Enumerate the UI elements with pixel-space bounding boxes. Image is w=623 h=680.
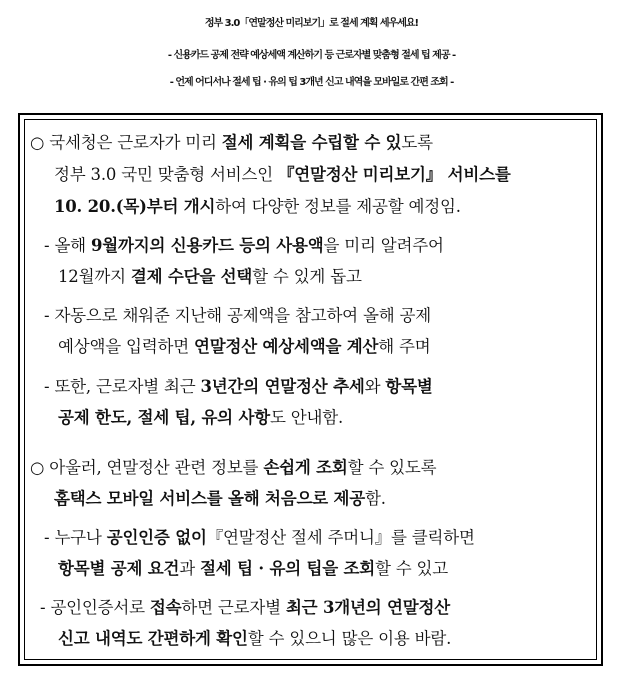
text-bold: 공제 한도, 절세 팁, 유의 사항 bbox=[58, 408, 270, 427]
bullet-circle: ○ bbox=[30, 458, 45, 477]
text: 을 미리 알려주어 bbox=[323, 236, 444, 255]
bullet-dash: - bbox=[44, 528, 50, 547]
text-bold: 접속 bbox=[149, 598, 182, 617]
header bbox=[0, 0, 623, 96]
text: 예상액을 입력하면 bbox=[58, 337, 195, 356]
p2-line-1 bbox=[30, 454, 436, 478]
text-bold: 홈택스 모바일 서비스를 올해 처음으로 제공 bbox=[54, 489, 366, 508]
text: 하면 근로자별 bbox=[181, 598, 286, 617]
text: 할 수 있도록 bbox=[347, 458, 437, 477]
text-bold: 10. 20.(목)부터 개시 bbox=[54, 197, 216, 216]
p2-s2-line-2 bbox=[58, 625, 451, 649]
text: 하여 다양한 정보를 제공할 예정임. bbox=[215, 197, 461, 216]
p1-line-1 bbox=[30, 129, 433, 153]
text: 12월까지 bbox=[58, 267, 131, 286]
bullet-dash: - bbox=[44, 306, 50, 325]
text-bold: 절세 계획을 수립할 수 있 bbox=[221, 133, 402, 152]
text: 누구나 bbox=[54, 528, 107, 547]
bullet-dash: - bbox=[40, 598, 46, 617]
text-bold: 공인인증 없이 bbox=[106, 528, 207, 547]
text: 도 안내함. bbox=[269, 408, 343, 427]
p1-s3-line-2 bbox=[58, 404, 343, 428]
text-bold: 절세 팁 · 유의 팁을 조회 bbox=[200, 559, 375, 578]
text: 정부 3.0 국민 맞춤형 서비스인 bbox=[54, 165, 278, 184]
text-bold: 항목별 공제 요건 bbox=[58, 559, 180, 578]
content-box bbox=[18, 113, 603, 666]
text-bold: 항목별 bbox=[385, 377, 433, 396]
p1-s2-line-2 bbox=[58, 333, 431, 357]
bullet-dash: - bbox=[44, 236, 50, 255]
text-bold: 『연말정산 미리보기』 서비스를 bbox=[278, 165, 511, 184]
text: 할 수 있게 돕고 bbox=[252, 267, 362, 286]
text: 할 수 있으니 많은 이용 바람. bbox=[247, 629, 452, 648]
p1-s3-line-1 bbox=[44, 373, 433, 397]
text: 공인인증서로 bbox=[50, 598, 150, 617]
text: 아울러, 연말정산 관련 정보를 bbox=[49, 458, 264, 477]
text: 와 bbox=[364, 377, 386, 396]
bullet-dash: - bbox=[44, 377, 50, 396]
text: 또한, 근로자별 최근 bbox=[54, 377, 201, 396]
text-bold: 9월까지의 신용카드 등의 사용액 bbox=[90, 236, 324, 255]
text: 자동으로 채워준 지난해 공제액을 참고하여 올해 공제 bbox=[54, 306, 431, 325]
text-bold: 신고 내역도 간편하게 확인 bbox=[58, 629, 248, 648]
text: 할 수 있고 bbox=[374, 559, 449, 578]
p1-line-2 bbox=[54, 161, 511, 185]
subtitle-2: - 언제 어디서나 절세 팁 · 유의 팁 3개년 신고 내역을 모바일로 간편 조회 - bbox=[169, 77, 454, 88]
text-bold: 최근 3개년의 연말정산 bbox=[285, 598, 450, 617]
subtitle-1: - 신용카드 공제 전략 예상세액 계산하기 등 근로자별 맞춤형 절세 팁 제공 - bbox=[167, 50, 456, 61]
p2-s2-line-1 bbox=[40, 594, 450, 618]
text: 해 주며 bbox=[378, 337, 431, 356]
p1-line-3 bbox=[54, 193, 461, 217]
text: 올해 bbox=[54, 236, 91, 255]
p1-s1-line-1 bbox=[44, 232, 444, 256]
p2-s1-line-2 bbox=[58, 555, 448, 579]
text: 도록 bbox=[401, 133, 433, 152]
page-title: 정부 3.0「연말정산 미리보기」로 절세 계획 세우세요! bbox=[204, 18, 419, 29]
text: 함. bbox=[365, 489, 386, 508]
p1-s1-line-2 bbox=[58, 263, 362, 287]
p2-line-2 bbox=[54, 485, 386, 509]
text: 과 bbox=[179, 559, 201, 578]
bullet-circle: ○ bbox=[30, 133, 45, 152]
text-bold: 손쉽게 조회 bbox=[263, 458, 348, 477]
p2-s1-line-1 bbox=[44, 524, 475, 548]
text-bold: 결제 수단을 선택 bbox=[130, 267, 253, 286]
text-bold: 연말정산 예상세액을 계산 bbox=[194, 337, 379, 356]
text: 국세청은 근로자가 미리 bbox=[49, 133, 222, 152]
p1-s2-line-1 bbox=[44, 302, 431, 326]
text: 『연말정산 절세 주머니』를 클릭하면 bbox=[206, 528, 475, 547]
text-bold: 3년간의 연말정산 추세 bbox=[200, 377, 365, 396]
